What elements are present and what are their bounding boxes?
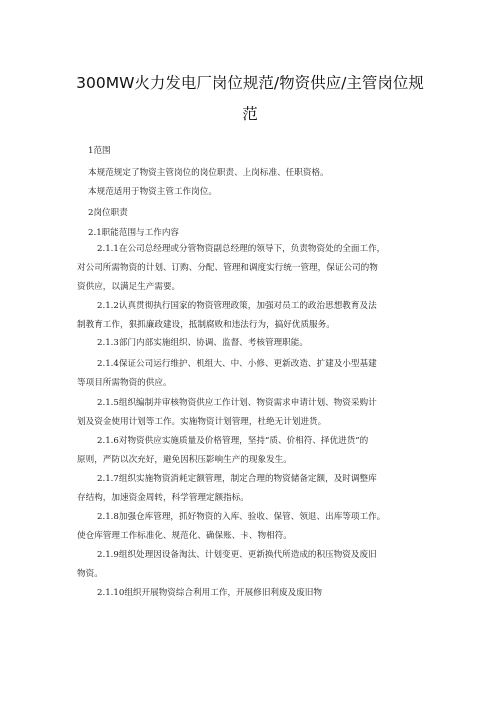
paragraph-line: 2.1.9组织处理因设备淘汰、计划变更、更新换代所造成的积压物资及废旧 [97, 550, 377, 560]
paragraph-line: 2.1.4保证公司运行维护、机组大、中、小修、更新改造、扩建及小型基建 [97, 359, 377, 369]
paragraph-line: 使仓库管理工作标准化、规范化、确保账、卡、物相符。 [77, 531, 292, 541]
paragraph-line: 存结构，加速资金周转，科学管理定额指标。 [77, 493, 249, 503]
paragraph-line: 2.1.8加强仓库管理，抓好物资的入库、验收、保管、领退、出库等项工作。 [97, 512, 386, 522]
paragraph-line: 原则，严防以次充好，避免因积压影响生产的现象发生。 [77, 455, 292, 465]
paragraph-line: 2.1.5组织编制并审核物资供应工作计划、物资需求申请计划、物资采购计 [97, 398, 377, 408]
paragraph-line: 划及资金使用计划等工作。实施物资计划管理，杜绝无计划进货。 [77, 417, 327, 427]
document-title-line-2: 范 [242, 105, 258, 123]
paragraph-line: 2.1.6对物资供应实施质量及价格管理，坚持“质、价相符、择优进货”的 [97, 436, 369, 446]
paragraph-line: 对公司所需物资的计划、订购、分配、管理和调度实行统一管理，保证公司的物 [77, 263, 378, 273]
paragraph-line: 2.1.7组织实施物资消耗定额管理，制定合理的物资储备定额，及时调整库 [97, 474, 377, 484]
paragraph-line: 2.1.3部门内部实施组织、协调、监督、考核管理职能。 [97, 338, 308, 348]
paragraph-line: 制教育工作，狠抓廉政建设，抵制腐败和违法行为，搞好优质服务。 [77, 320, 335, 330]
document-title-line-1: 300MW火力发电厂岗位规范/物资供应/主管岗位规 [76, 74, 424, 92]
paragraph-line: 资供应，以满足生产需要。 [77, 282, 181, 292]
paragraph-line: 2.1.2认真贯彻执行国家的物资管理政策，加强对员工的政治思想教育及法 [97, 301, 377, 311]
section-heading-scope: 1范围 [88, 146, 111, 156]
subsection-heading: 2.1职能范围与工作内容 [88, 228, 180, 238]
paragraph-line: 2.1.10组织开展物资综合利用工作，开展修旧利废及废旧物 [97, 588, 322, 598]
paragraph-line: 等项目所需物资的供应。 [77, 378, 172, 388]
paragraph-line: 物资。 [77, 569, 103, 579]
paragraph-line: 本规范规定了物资主管岗位的岗位职责、上岗标准、任职资格。 [88, 168, 329, 178]
paragraph-line: 本规范适用于物资主管工作岗位。 [88, 187, 217, 197]
section-heading-duties: 2岗位职责 [88, 208, 128, 218]
paragraph-line: 2.1.1在公司总经理或分管物资副总经理的领导下，负责物资处的全面工作， [97, 244, 386, 254]
